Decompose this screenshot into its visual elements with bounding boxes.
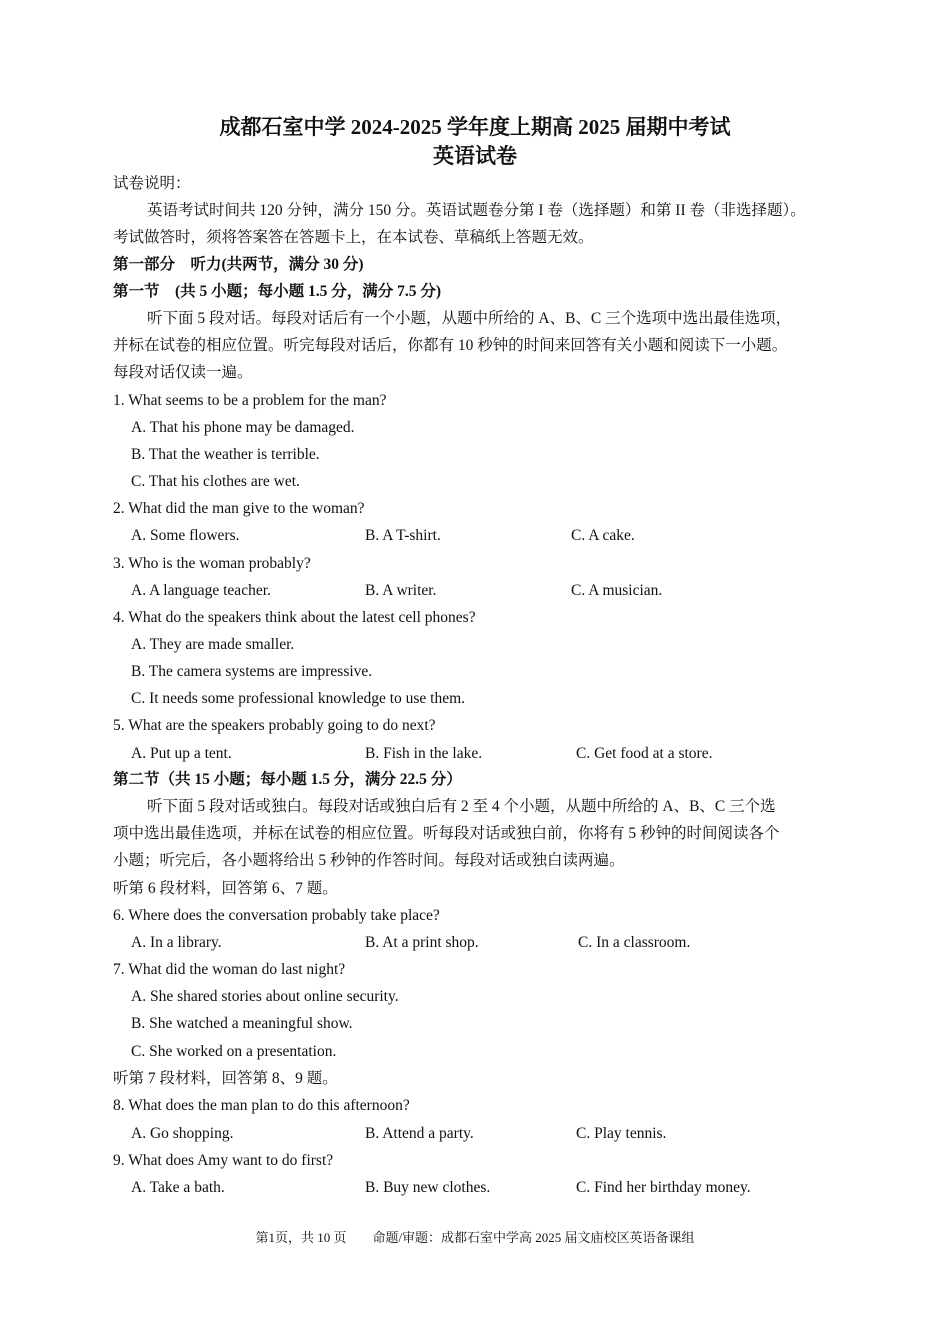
option-a: A. That his phone may be damaged. bbox=[131, 419, 355, 436]
option-a: A. She shared stories about online security. bbox=[131, 988, 399, 1005]
option-b: B. At a print shop. bbox=[365, 934, 479, 951]
option-a: A. Some flowers. bbox=[131, 527, 240, 544]
section2-instruction: 项中选出最佳选项，并标在试卷的相应位置。听每段对话或独白前，你将有 5 秒钟的时间阅读各个 bbox=[113, 825, 780, 842]
question-stem: 9. What does Amy want to do first? bbox=[113, 1152, 334, 1169]
option-b: B. That the weather is terrible. bbox=[131, 446, 320, 463]
section2-instruction: 小题；听完后，各小题将给出 5 秒钟的作答时间。每段对话或独白读两遍。 bbox=[113, 852, 625, 869]
question-stem: 2. What did the man give to the woman? bbox=[113, 500, 365, 517]
exam-subtitle: 英语试卷 bbox=[433, 144, 517, 168]
option-c: C. In a classroom. bbox=[578, 934, 691, 951]
option-b: B. Attend a party. bbox=[365, 1125, 474, 1142]
section1-instruction: 听下面 5 段对话。每段对话后有一个小题，从题中所给的 A、B、C 三个选项中选出最佳选项， bbox=[147, 310, 792, 327]
option-a: A. Put up a tent. bbox=[131, 745, 232, 762]
option-a: A. A language teacher. bbox=[131, 582, 271, 599]
material-instruction: 听第 7 段材料，回答第 8、9 题。 bbox=[113, 1070, 338, 1087]
question-stem: 1. What seems to be a problem for the man? bbox=[113, 392, 387, 409]
intro-paragraph-line: 考试做答时，须将答案答在答题卡上，在本试卷、草稿纸上答题无效。 bbox=[113, 229, 594, 246]
option-a: A. They are made smaller. bbox=[131, 636, 295, 653]
intro-paragraph-line: 英语考试时间共 120 分钟，满分 150 分。英语试题卷分第 I 卷（选择题）和第 II 卷（非选择题）。 bbox=[147, 202, 806, 219]
option-c: C. Find her birthday money. bbox=[576, 1179, 751, 1196]
option-c: C. That his clothes are wet. bbox=[131, 473, 300, 490]
section1-instruction: 每段对话仅读一遍。 bbox=[113, 364, 253, 381]
option-b: B. A writer. bbox=[365, 582, 437, 599]
intro-label: 试卷说明： bbox=[113, 175, 191, 192]
exam-title: 成都石室中学 2024-2025 学年度上期高 2025 届期中考试 bbox=[219, 115, 731, 139]
option-c: C. A musician. bbox=[571, 582, 663, 599]
question-stem: 5. What are the speakers probably going to do next? bbox=[113, 717, 436, 734]
part1-heading: 第一部分 听力(共两节，满分 30 分) bbox=[113, 256, 364, 273]
section2-instruction: 听下面 5 段对话或独白。每段对话或独白后有 2 至 4 个小题，从题中所给的 A、B、C 三个选 bbox=[147, 798, 776, 815]
section1-instruction: 并标在试卷的相应位置。听完每段对话后，你都有 10 秒钟的时间来回答有关小题和阅读下一小题。 bbox=[113, 337, 788, 354]
question-stem: 7. What did the woman do last night? bbox=[113, 961, 346, 978]
question-stem: 6. Where does the conversation probably take place? bbox=[113, 907, 440, 924]
option-a: A. Take a bath. bbox=[131, 1179, 225, 1196]
section1-heading: 第一节 (共 5 小题；每小题 1.5 分，满分 7.5 分) bbox=[113, 283, 442, 300]
option-c: C. A cake. bbox=[571, 527, 635, 544]
option-a: A. Go shopping. bbox=[131, 1125, 234, 1142]
option-a: A. In a library. bbox=[131, 934, 222, 951]
option-c: C. Play tennis. bbox=[576, 1125, 667, 1142]
material-instruction: 听第 6 段材料，回答第 6、7 题。 bbox=[113, 880, 338, 897]
option-c: C. She worked on a presentation. bbox=[131, 1043, 337, 1060]
option-b: B. Fish in the lake. bbox=[365, 745, 483, 762]
option-b: B. The camera systems are impressive. bbox=[131, 663, 373, 680]
page-footer: 第1页，共 10 页 命题/审题：成都石室中学高 2025 届文庙校区英语备课组 bbox=[255, 1230, 695, 1245]
question-stem: 3. Who is the woman probably? bbox=[113, 555, 311, 572]
question-stem: 4. What do the speakers think about the latest cell phones? bbox=[113, 609, 476, 626]
question-stem: 8. What does the man plan to do this afternoon? bbox=[113, 1097, 410, 1114]
option-c: C. It needs some professional knowledge to use them. bbox=[131, 690, 466, 707]
option-b: B. She watched a meaningful show. bbox=[131, 1015, 353, 1032]
option-c: C. Get food at a store. bbox=[576, 745, 713, 762]
option-b: B. A T-shirt. bbox=[365, 527, 441, 544]
option-b: B. Buy new clothes. bbox=[365, 1179, 491, 1196]
section2-heading: 第二节（共 15 小题；每小题 1.5 分，满分 22.5 分） bbox=[113, 771, 462, 788]
